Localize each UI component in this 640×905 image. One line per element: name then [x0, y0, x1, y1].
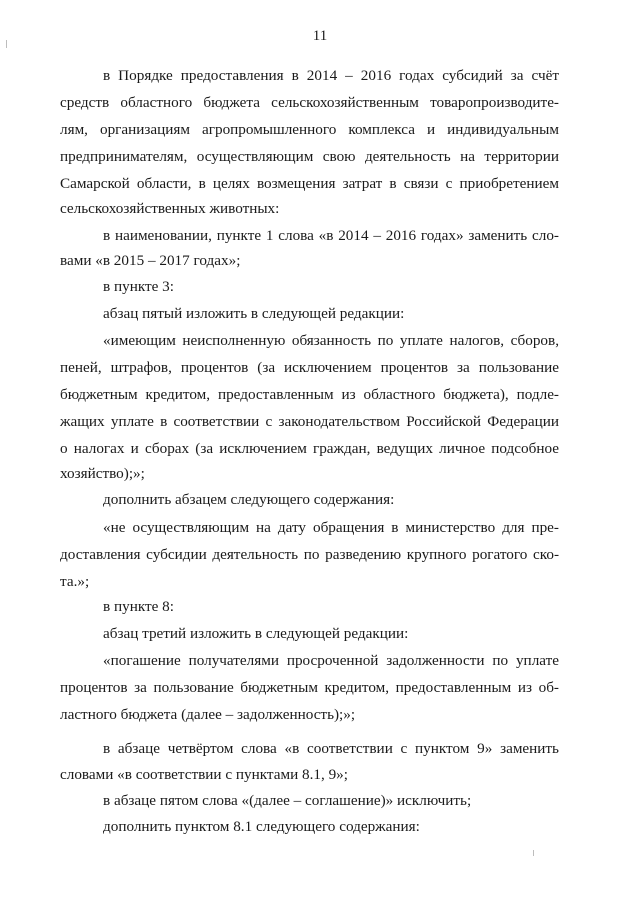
- text-line: абзац третий изложить в следующей редакции:: [103, 625, 409, 642]
- text-line: в наименовании, пункте 1 слова «в 2014 – 2016 годах» заменить сло-: [103, 227, 559, 244]
- text-line: дополнить абзацем следующего содержания:: [103, 491, 395, 508]
- text-line: ластного бюджета (далее – задолженность);»;: [60, 706, 356, 723]
- text-line: в Порядке предоставления в 2014 – 2016 годах субсидий за счёт: [103, 67, 559, 84]
- text-line: жащих уплате в соответствии с законодательством Российской Федерации: [60, 413, 559, 430]
- page-number: 11: [312, 28, 328, 44]
- text-line: в абзаце пятом слова «(далее – соглашение)» исключить;: [103, 792, 472, 809]
- text-line: процентов за пользование бюджетным кредитом, предоставленным из об-: [60, 679, 559, 696]
- text-line: предпринимателям, осуществляющим свою деятельность на территории: [60, 148, 559, 165]
- text-line: в пункте 3:: [103, 278, 174, 295]
- text-line: абзац пятый изложить в следующей редакции:: [103, 305, 405, 322]
- text-line: «погашение получателями просроченной задолженности по уплате: [103, 652, 559, 669]
- text-line: сельскохозяйственных животных:: [60, 200, 280, 217]
- text-line: «не осуществляющим на дату обращения в министерство для пре-: [103, 519, 559, 536]
- text-line: та.»;: [60, 573, 90, 590]
- text-line: вами «в 2015 – 2017 годах»;: [60, 252, 241, 269]
- text-line: хозяйство);»;: [60, 465, 145, 482]
- text-line: пеней, штрафов, процентов (за исключением процентов за пользование: [60, 359, 559, 376]
- text-line: о налогах и сборах (за исключением граждан, ведущих личное подсобное: [60, 440, 559, 457]
- text-line: средств областного бюджета сельскохозяйственным товаропроизводите-: [60, 94, 559, 111]
- text-line: словами «в соответствии с пунктами 8.1, 9»;: [60, 766, 348, 783]
- scan-artifact: [533, 850, 534, 856]
- text-line: в пункте 8:: [103, 598, 174, 615]
- text-line: дополнить пунктом 8.1 следующего содержания:: [103, 818, 420, 835]
- text-line: лям, организациям агропромышленного комплекса и индивидуальным: [60, 121, 559, 138]
- scan-artifact: [6, 40, 7, 48]
- text-line: бюджетным кредитом, предоставленным из областного бюджета), подле-: [60, 386, 559, 403]
- text-line: в абзаце четвёртом слова «в соответствии с пунктом 9» заменить: [103, 740, 559, 757]
- text-line: «имеющим неисполненную обязанность по уплате налогов, сборов,: [103, 332, 559, 349]
- text-line: доставления субсидии деятельность по разведению крупного рогатого ско-: [60, 546, 559, 563]
- text-line: Самарской области, в целях возмещения затрат в связи с приобретением: [60, 175, 559, 192]
